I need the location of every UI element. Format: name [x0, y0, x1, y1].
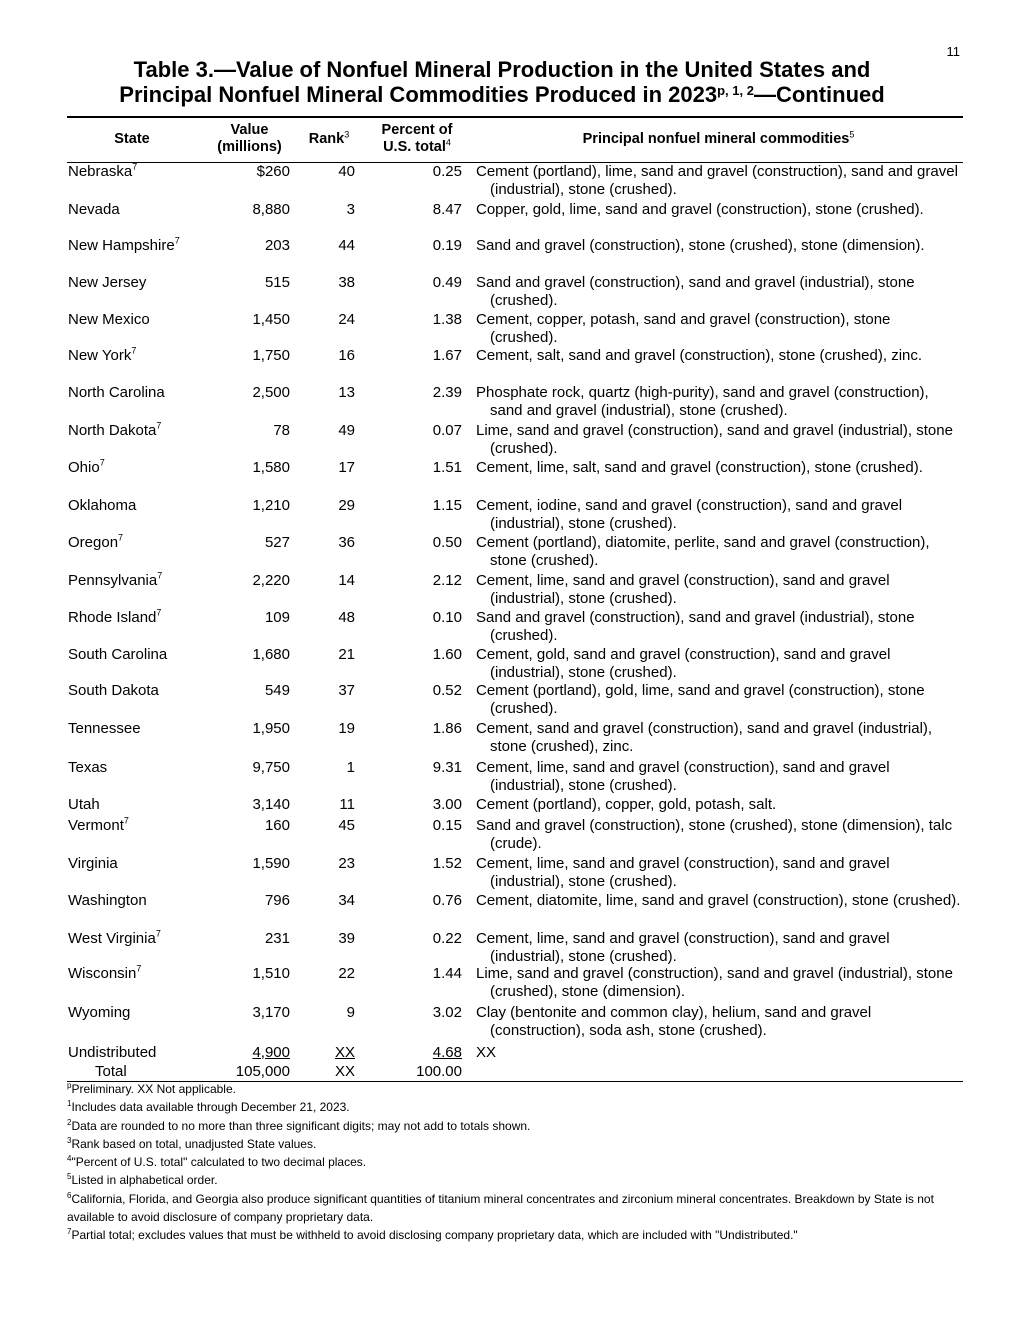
commodities-cell: Sand and gravel (construction), stone (crushed), stone (dimension).	[476, 237, 925, 254]
state-cell	[68, 201, 120, 219]
table-row	[67, 855, 963, 893]
state-cell	[68, 646, 167, 664]
state-cell	[68, 572, 162, 590]
header-commodities-footnote: 5	[849, 129, 855, 140]
rank-cell: 45	[338, 817, 355, 834]
rank-cell: 44	[338, 237, 355, 254]
footnote	[67, 1190, 967, 1227]
table-row	[67, 796, 963, 817]
commodities-cell: Cement, lime, sand and gravel (construction), sand and gravel (industrial), stone (crushed).	[476, 759, 890, 795]
table-title	[67, 57, 937, 107]
undistributed-rank: XX	[334, 1043, 355, 1061]
undistributed-value: 4,900	[252, 1043, 290, 1061]
rank-cell: 1	[346, 759, 355, 776]
commodities-cell: Cement (portland), gold, lime, sand and gravel (construction), stone (crushed).	[476, 682, 925, 718]
state-name: South Carolina	[68, 646, 168, 663]
percent-cell: 1.86	[432, 720, 462, 737]
state-name: Virginia	[68, 854, 118, 872]
table-row	[67, 572, 963, 609]
footnote-mark: 6	[67, 1190, 72, 1200]
footnote-text: Data are rounded to no more than three significant digits; may not add to totals shown.	[71, 1118, 531, 1133]
value-cell: 1,210	[252, 497, 290, 514]
footnote-text: Preliminary. XX Not applicable.	[71, 1082, 236, 1096]
value-cell: 515	[264, 274, 290, 291]
undistributed-label: Undistributed	[68, 1043, 157, 1061]
state-cell	[68, 384, 165, 402]
state-footnote-ref: 7	[156, 420, 162, 431]
title-line-2	[67, 82, 937, 107]
title-line-2-text: Principal Nonfuel Mineral Commodities Produced in 2023	[119, 82, 718, 107]
state-footnote-ref: 7	[157, 570, 163, 581]
rank-cell: 11	[339, 796, 355, 813]
value-cell: 9,750	[252, 759, 290, 776]
table-row	[67, 497, 963, 534]
percent-cell: 1.38	[432, 310, 462, 328]
commodities-cell: Cement, sand and gravel (construction), sand and gravel (industrial), stone (crushed), zinc.	[476, 720, 933, 756]
header-percent-footnote: 4	[445, 137, 451, 148]
commodities-cell: Cement, lime, salt, sand and gravel (construction), stone (crushed).	[476, 459, 923, 476]
state-footnote-ref: 7	[174, 235, 180, 246]
table-row	[67, 384, 963, 422]
value-cell: 203	[264, 237, 290, 254]
state-name: Wisconsin	[68, 965, 137, 982]
percent-cell: 3.00	[432, 796, 462, 813]
table-row	[67, 682, 963, 720]
table-row	[67, 965, 963, 1004]
state-cell	[68, 1004, 130, 1022]
value-cell: 3,140	[252, 796, 290, 813]
state-cell	[68, 311, 150, 329]
header-percent-line-1: Percent of	[381, 122, 453, 138]
commodities-cell: Cement, copper, potash, sand and gravel (construction), stone (crushed).	[476, 310, 891, 346]
commodities-cell: Cement, lime, sand and gravel (construction), sand and gravel (industrial), stone (crushed).	[476, 929, 890, 965]
state-name: Washington	[68, 892, 147, 909]
header-percent	[367, 122, 467, 156]
rank-cell: 21	[338, 646, 355, 663]
state-cell	[68, 534, 123, 552]
total-row	[67, 1063, 963, 1081]
commodities-cell: Lime, sand and gravel (construction), sand and gravel (industrial), stone (crushed), stone (dimension).	[476, 965, 953, 1001]
commodities-cell: Clay (bentonite and common clay), helium, sand and gravel (construction), soda ash, stone (crushed).	[476, 1003, 872, 1039]
state-cell	[68, 459, 105, 477]
commodities-cell: Sand and gravel (construction), sand and gravel (industrial), stone (crushed).	[476, 274, 915, 310]
commodities-cell: Cement (portland), copper, gold, potash, salt.	[476, 796, 777, 813]
header-value-line-2: (millions)	[217, 139, 282, 155]
footnote-text: California, Florida, and Georgia also produce significant quantities of titanium mineral concentrates and zirconium mineral concentrates. Breakdown by State is not available to avoid disclosure of company proprietary data.	[67, 1191, 934, 1225]
state-footnote-ref: 7	[136, 963, 142, 974]
percent-cell: 1.67	[432, 347, 462, 364]
title-line-1: Table 3.—Value of Nonfuel Mineral Production in the United States and	[133, 57, 871, 82]
state-footnote-ref: 7	[123, 815, 129, 826]
state-cell	[68, 892, 147, 910]
footnote	[67, 1080, 967, 1098]
value-cell: 8,880	[252, 200, 290, 218]
state-footnote-ref: 7	[156, 607, 162, 618]
footnote-mark: 1	[67, 1099, 72, 1109]
commodities-cell: Cement (portland), lime, sand and gravel (construction), sand and gravel (industrial), stone (crushed).	[476, 163, 958, 199]
state-cell	[68, 163, 137, 181]
commodities-cell: Cement (portland), diatomite, perlite, sand and gravel (construction), stone (crushed).	[476, 534, 930, 570]
state-name: West Virginia	[68, 929, 156, 947]
state-cell	[68, 422, 161, 440]
state-cell	[68, 759, 107, 777]
footnote	[67, 1226, 967, 1244]
rank-cell: 22	[338, 965, 355, 982]
percent-cell: 0.15	[432, 817, 462, 834]
table-row	[67, 237, 963, 274]
header-value-line-1: Value	[230, 122, 269, 138]
percent-cell: 0.76	[432, 892, 462, 909]
footnote	[67, 1098, 967, 1116]
value-cell: 1,750	[252, 347, 290, 364]
undistributed-row	[67, 1044, 963, 1063]
value-cell: 527	[264, 534, 290, 551]
footnote-mark: 2	[67, 1117, 72, 1127]
rank-cell: 34	[338, 892, 355, 909]
footnote-text: Includes data available through December 21, 2023.	[71, 1100, 350, 1115]
rank-cell: 39	[338, 929, 355, 947]
commodities-cell: Cement, gold, sand and gravel (construction), sand and gravel (industrial), stone (crushed).	[476, 646, 891, 682]
header-commodities-text: Principal nonfuel mineral commodities	[582, 131, 850, 147]
table-row	[67, 459, 963, 497]
table-body	[67, 163, 963, 1081]
state-cell	[68, 237, 180, 255]
percent-cell: 0.22	[432, 929, 462, 947]
total-label: Total	[95, 1062, 127, 1080]
total-rank: XX	[334, 1062, 355, 1080]
state-name: Oregon	[68, 534, 119, 551]
state-cell	[68, 965, 141, 983]
state-cell	[68, 609, 161, 627]
state-name: Ohio	[68, 459, 100, 476]
header-rank-text: Rank	[308, 131, 345, 147]
state-name: Wyoming	[68, 1003, 131, 1021]
table-row	[67, 1004, 963, 1042]
footnote-text: Listed in alphabetical order.	[71, 1173, 218, 1188]
state-name: Vermont	[68, 817, 124, 834]
header-rank-footnote: 3	[344, 129, 350, 140]
percent-cell: 0.50	[432, 534, 462, 551]
rank-cell: 23	[338, 854, 355, 872]
state-name: Pennsylvania	[68, 571, 158, 589]
footnote-text: "Percent of U.S. total" calculated to two decimal places.	[71, 1155, 367, 1170]
state-name: New Jersey	[68, 274, 147, 291]
footnote-mark: 5	[67, 1172, 72, 1182]
value-cell: 1,580	[252, 459, 290, 476]
rank-cell: 19	[338, 720, 355, 737]
value-cell: 160	[264, 817, 290, 834]
commodities-cell: Cement, iodine, sand and gravel (construction), sand and gravel (industrial), stone (crushed).	[476, 497, 903, 533]
footnote	[67, 1135, 967, 1153]
footnote	[67, 1117, 967, 1135]
value-cell: 1,450	[252, 310, 290, 328]
table-header	[67, 118, 963, 163]
state-footnote-ref: 7	[155, 928, 161, 939]
state-name: Nebraska	[68, 163, 133, 180]
table-row	[67, 422, 963, 460]
state-cell	[68, 930, 161, 948]
commodities-cell: Cement, diatomite, lime, sand and gravel (construction), stone (crushed).	[476, 892, 961, 909]
value-cell: 78	[273, 421, 290, 439]
rank-cell: 3	[346, 200, 355, 218]
value-cell: 1,590	[252, 854, 290, 872]
percent-cell: 8.47	[432, 200, 462, 218]
state-name: Texas	[68, 759, 108, 776]
header-state: State	[114, 131, 150, 147]
header-percent-line-2	[367, 139, 467, 156]
state-name: New Mexico	[68, 310, 150, 328]
state-cell	[68, 855, 118, 873]
table-row	[67, 534, 963, 572]
rank-cell: 24	[338, 310, 355, 328]
footnotes	[67, 1080, 967, 1245]
table-row	[67, 720, 963, 759]
percent-cell: 1.60	[432, 646, 462, 663]
footnote	[67, 1171, 967, 1189]
state-footnote-ref: 7	[131, 345, 137, 356]
table-row	[67, 892, 963, 930]
rank-cell: 38	[338, 274, 355, 291]
state-footnote-ref: 7	[99, 457, 105, 468]
state-name: North Carolina	[68, 384, 165, 401]
state-footnote-ref: 7	[118, 532, 124, 543]
footnote-text: Partial total; excludes values that must be withheld to avoid disclosing company proprietary data, which are included with "Undistributed."	[71, 1228, 798, 1243]
footnote	[67, 1153, 967, 1171]
undistributed-percent: 4.68	[432, 1043, 462, 1061]
commodities-cell: Cement, salt, sand and gravel (construction), stone (crushed), zinc.	[476, 347, 923, 364]
state-cell	[68, 796, 100, 814]
header-value	[202, 122, 297, 156]
percent-cell: 0.07	[432, 421, 462, 439]
percent-cell: 0.52	[432, 682, 462, 699]
state-name: South Dakota	[68, 682, 159, 699]
percent-cell: 1.52	[432, 854, 462, 872]
rank-cell: 13	[338, 384, 355, 401]
state-footnote-ref: 7	[132, 161, 138, 172]
percent-cell: 1.15	[432, 497, 462, 514]
mineral-production-table	[67, 116, 963, 1082]
state-name: New Hampshire	[68, 237, 175, 254]
state-name: Oklahoma	[68, 497, 137, 514]
value-cell: 2,220	[252, 571, 290, 589]
state-cell	[68, 274, 146, 292]
rank-cell: 9	[346, 1003, 355, 1021]
rank-cell: 40	[338, 163, 355, 180]
table-row	[67, 646, 963, 682]
commodities-cell: Lime, sand and gravel (construction), sand and gravel (industrial), stone (crushed).	[476, 421, 953, 457]
state-name: Rhode Island	[68, 608, 157, 626]
percent-cell: 0.25	[432, 163, 462, 180]
undistributed-commodities: XX	[476, 1043, 497, 1061]
value-cell: 231	[264, 929, 290, 947]
value-cell: 1,680	[252, 646, 290, 663]
state-name: Utah	[68, 796, 100, 813]
rank-cell: 17	[338, 459, 355, 476]
state-name: New York	[68, 347, 132, 364]
value-cell: 3,170	[252, 1003, 290, 1021]
footnote-mark: 4	[67, 1154, 72, 1164]
header-percent-text: U.S. total	[383, 139, 446, 155]
rank-cell: 14	[338, 571, 355, 589]
table-row	[67, 311, 963, 348]
footnote-mark: 3	[67, 1136, 72, 1146]
commodities-cell: Cement, lime, sand and gravel (construction), sand and gravel (industrial), stone (crushed).	[476, 854, 890, 890]
rank-cell: 37	[338, 682, 355, 699]
title-continued: —Continued	[753, 82, 885, 107]
state-cell	[68, 817, 129, 835]
page-number: 11	[946, 44, 960, 59]
commodities-cell: Sand and gravel (construction), sand and gravel (industrial), stone (crushed).	[476, 608, 915, 644]
footnote-mark: 7	[67, 1227, 72, 1237]
state-cell	[68, 347, 136, 365]
percent-cell: 9.31	[432, 759, 462, 776]
commodities-cell: Sand and gravel (construction), stone (crushed), stone (dimension), talc (crude).	[476, 817, 953, 853]
value-cell: 1,950	[252, 720, 290, 737]
table-row	[67, 609, 963, 647]
percent-cell: 1.51	[432, 459, 462, 476]
table-row	[67, 817, 963, 855]
rank-cell: 36	[338, 534, 355, 551]
percent-cell: 2.39	[432, 384, 462, 401]
table-row	[67, 930, 963, 966]
percent-cell: 0.10	[432, 608, 462, 626]
header-commodities	[476, 131, 961, 148]
state-cell	[68, 682, 159, 700]
header-rank	[299, 131, 359, 148]
title-footnote-refs: p, 1, 2	[717, 82, 754, 98]
commodities-cell: Copper, gold, lime, sand and gravel (construction), stone (crushed).	[476, 200, 924, 218]
commodities-cell: Phosphate rock, quartz (high-purity), sand and gravel (construction), sand and gravel (industrial), stone (crushed).	[476, 384, 929, 420]
value-cell: 2,500	[252, 384, 290, 401]
state-cell	[68, 497, 136, 515]
table-row	[67, 163, 963, 201]
state-name: Nevada	[68, 200, 120, 218]
rank-cell: 16	[338, 347, 355, 364]
percent-cell: 1.44	[432, 965, 462, 982]
rank-cell: 49	[338, 421, 355, 439]
footnote-text: Rank based on total, unadjusted State values.	[71, 1136, 317, 1151]
percent-cell: 0.49	[432, 274, 462, 291]
rank-cell: 48	[338, 608, 355, 626]
state-name: North Dakota	[68, 421, 157, 439]
state-name: Tennessee	[68, 720, 141, 737]
table-row	[67, 759, 963, 796]
footnote-mark: p	[67, 1081, 72, 1091]
value-cell: 549	[264, 682, 290, 699]
value-cell: 109	[264, 608, 290, 626]
table-row	[67, 201, 963, 238]
total-value: 105,000	[235, 1062, 290, 1080]
table-row	[67, 347, 963, 384]
percent-cell: 0.19	[432, 237, 462, 254]
value-cell: 796	[264, 892, 290, 909]
state-cell	[68, 720, 141, 738]
rank-cell: 29	[338, 497, 355, 514]
value-cell: $260	[256, 163, 290, 180]
total-percent: 100.00	[416, 1062, 462, 1080]
commodities-cell: Cement, lime, sand and gravel (construction), sand and gravel (industrial), stone (crushed).	[476, 571, 890, 607]
table-row	[67, 274, 963, 311]
percent-cell: 3.02	[432, 1003, 462, 1021]
value-cell: 1,510	[252, 965, 290, 982]
percent-cell: 2.12	[432, 571, 462, 589]
